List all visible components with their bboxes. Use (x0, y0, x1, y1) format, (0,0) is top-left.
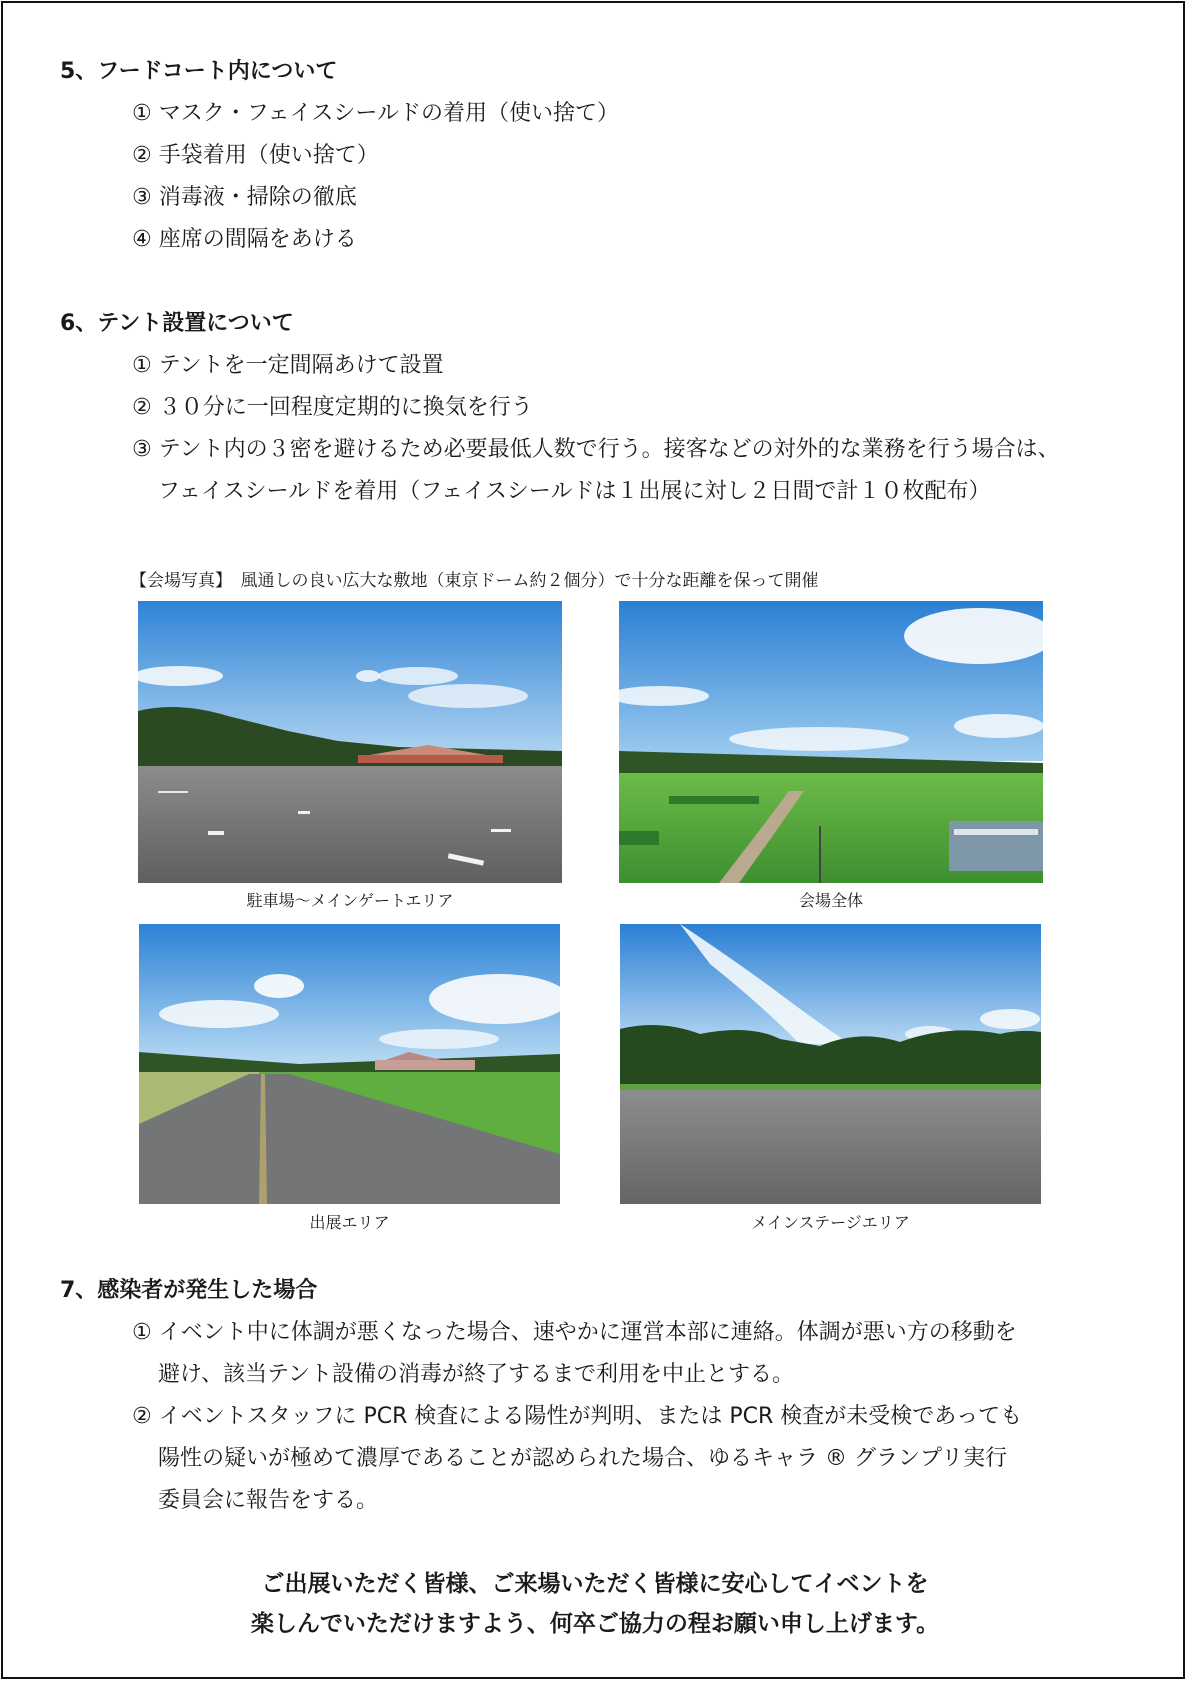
section-5-item-3: ③ 消毒液・掃除の徹底 (132, 185, 357, 210)
section-7-item-2-cont-1: 陽性の疑いが極めて濃厚であることが認められた場合、ゆるキャラ ® グランプリ実行 (158, 1446, 1008, 1471)
section-7-item-1-cont: 避け、該当テント設備の消毒が終了するまで利用を中止とする。 (158, 1362, 795, 1387)
section-7-item-1: ① イベント中に体調が悪くなった場合、速やかに運営本部に連絡。体調が悪い方の移動を (132, 1320, 1017, 1345)
section-5-title: 5、フードコート内について (60, 59, 338, 84)
photo-exhibition-area (139, 924, 560, 1204)
section-7-title: 7、感染者が発生した場合 (60, 1278, 318, 1303)
photo-caption-4: メインステージエリア (751, 1213, 910, 1232)
section-6-item-1: ① テントを一定間隔あけて設置 (132, 353, 444, 378)
closing-line-2: 楽しんでいただけますよう、何卒ご協力の程お願い申し上げます。 (250, 1610, 940, 1637)
section-6-item-2: ② ３０分に一回程度定期的に換気を行う (132, 395, 533, 420)
photo-main-stage-area (620, 924, 1041, 1204)
photo-caption-2: 会場全体 (798, 891, 863, 910)
section-6-item-3: ③ テント内の３密を避けるため必要最低人数で行う。接客などの対外的な業務を行う場合は、 (132, 437, 1060, 462)
section-5-item-4: ④ 座席の間隔をあける (132, 227, 357, 252)
photo-parking-area (138, 601, 562, 883)
photo-heading: 【会場写真】 風通しの良い広大な敷地（東京ドーム約２個分）で十分な距離を保って開催 (130, 571, 819, 591)
section-5-item-2: ② 手袋着用（使い捨て） (132, 143, 379, 168)
section-7-item-2: ② イベントスタッフに PCR 検査による陽性が判明、または PCR 検査が未受検であっても (132, 1404, 1023, 1429)
section-5-item-1: ① マスク・フェイスシールドの着用（使い捨て） (132, 101, 619, 126)
photo-venue-overview (619, 601, 1043, 883)
section-6-title: 6、テント設置について (60, 311, 294, 336)
photo-caption-1: 駐車場～メインゲートエリア (246, 891, 454, 910)
section-6-item-3-cont: フェイスシールドを着用（フェイスシールドは１出展に対し２日間で計１０枚配布） (158, 479, 991, 504)
section-7-item-2-cont-2: 委員会に報告をする。 (158, 1488, 379, 1513)
photo-caption-3: 出展エリア (309, 1213, 390, 1232)
closing-line-1: ご出展いただく皆様、ご来場いただく皆様に安心してイベントを (261, 1570, 929, 1597)
